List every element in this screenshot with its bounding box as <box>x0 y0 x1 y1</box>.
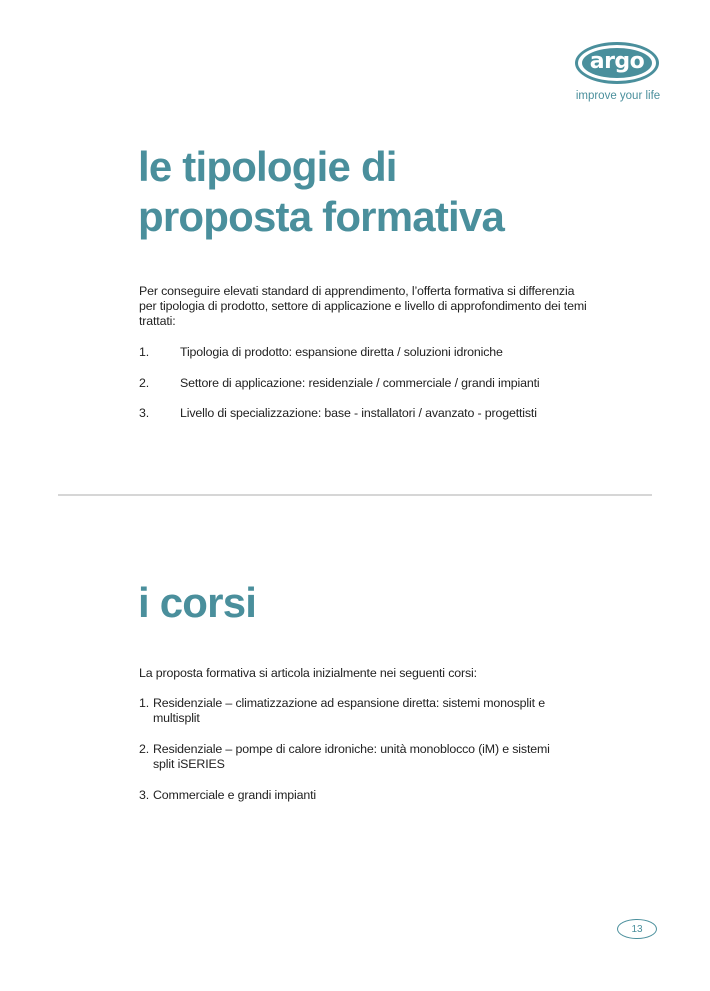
list-item <box>139 345 599 360</box>
tipologie-list <box>139 345 599 437</box>
intro-paragraph-tipologie: Per conseguire elevati standard di apprendimento, l’offerta formativa si differenzia per tipologia di prodotto, settore di applicazione e livello di approfondimento dei temi trattati: <box>139 284 587 328</box>
title-line-2: proposta formativa <box>138 193 504 240</box>
list-item-text: Settore di applicazione: residenziale / commerciale / grandi impianti <box>180 375 540 390</box>
argo-logo <box>572 42 664 108</box>
list-item <box>139 742 559 772</box>
corsi-list <box>139 696 559 819</box>
list-item <box>139 376 599 391</box>
list-item-number: 3. <box>139 406 150 420</box>
list-item-number: 2. <box>139 375 150 390</box>
list-item-number: 2. <box>139 742 150 756</box>
section-title-tipologie <box>138 142 638 242</box>
list-item-number: 1. <box>139 696 150 710</box>
list-item-text: Tipologia di prodotto: espansione diretta / soluzioni idroniche <box>180 345 503 359</box>
list-item-text: Residenziale – climatizzazione ad espansione diretta: sistemi monosplit e multisplit <box>153 696 545 725</box>
list-item-text: Livello di specializzazione: base - installatori / avanzato - progettisti <box>180 406 537 420</box>
logo-oval-icon <box>575 42 659 84</box>
title-line-1: le tipologie di <box>138 143 397 190</box>
section-divider <box>58 494 652 496</box>
logo-tagline: improve your life <box>575 90 661 102</box>
list-item-text: Residenziale – pompe di calore idroniche: unità monoblocco (iM) e sistemi split iSERIES <box>153 742 550 771</box>
list-item-text: Commerciale e grandi impianti <box>153 788 316 802</box>
list-item-number: 1. <box>139 345 150 359</box>
intro-paragraph-corsi: La proposta formativa si articola inizialmente nei seguenti corsi: <box>139 666 477 680</box>
list-item-number: 3. <box>139 788 150 802</box>
list-item <box>139 696 559 726</box>
section-title-corsi: i corsi <box>138 579 257 626</box>
list-item <box>139 788 559 803</box>
list-item <box>139 406 599 421</box>
logo-text: argo <box>582 48 652 78</box>
page-number: 13 <box>617 919 657 939</box>
